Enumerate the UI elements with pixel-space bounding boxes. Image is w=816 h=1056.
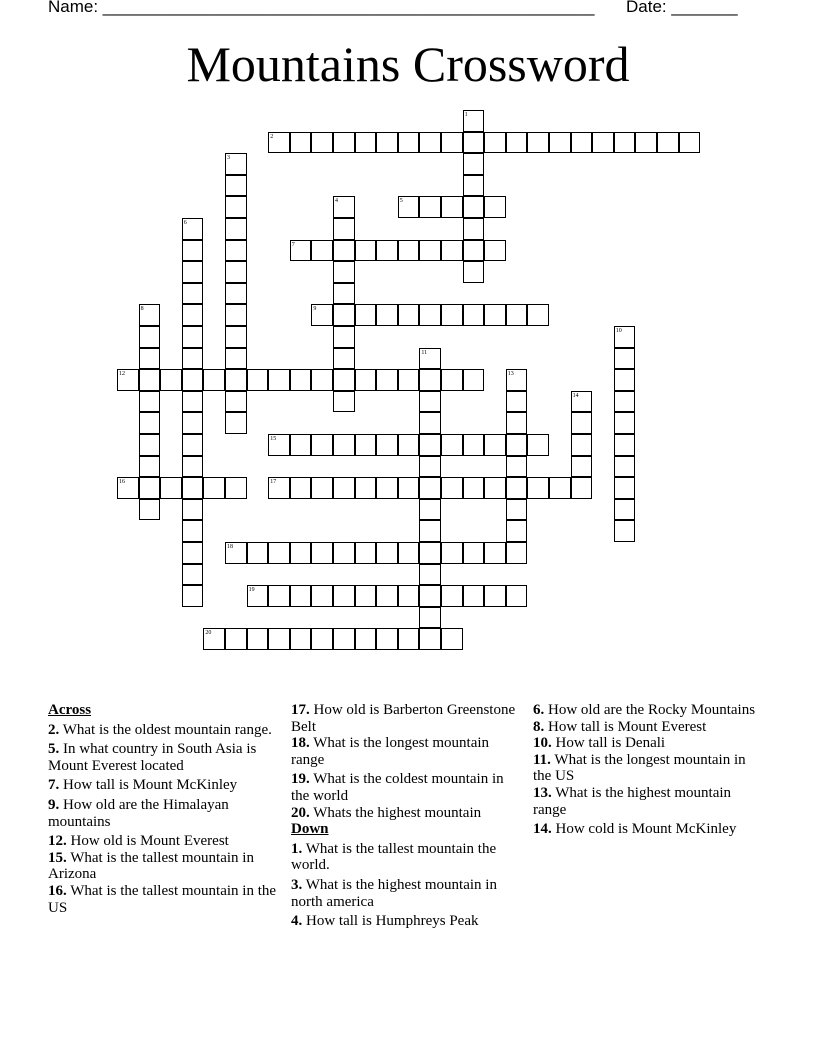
grid-cell[interactable] [506, 585, 528, 607]
grid-cell[interactable] [484, 196, 506, 218]
grid-cell[interactable] [398, 132, 420, 154]
grid-cell[interactable] [441, 132, 463, 154]
grid-cell[interactable] [247, 585, 269, 607]
grid-cell[interactable] [484, 240, 506, 262]
grid-cell[interactable] [225, 628, 247, 650]
grid-cell[interactable] [398, 585, 420, 607]
grid-cell[interactable] [160, 369, 182, 391]
grid-cell[interactable] [139, 369, 161, 391]
grid-cell[interactable] [290, 434, 312, 456]
grid-cell[interactable] [441, 434, 463, 456]
grid-cell[interactable] [182, 369, 204, 391]
grid-cell[interactable] [203, 477, 225, 499]
clue-number-1: 1 [464, 112, 468, 118]
grid-cell[interactable] [419, 196, 441, 218]
grid-cell[interactable] [441, 477, 463, 499]
grid-cell[interactable] [398, 542, 420, 564]
grid-cell[interactable] [571, 391, 593, 413]
grid-cell[interactable] [182, 283, 204, 305]
grid-cell[interactable] [225, 283, 247, 305]
grid-cell[interactable] [268, 434, 290, 456]
clue-number-13: 13 [507, 371, 514, 378]
clue-number-20: 20 [205, 630, 212, 637]
grid-cell[interactable] [355, 304, 377, 326]
grid-cell[interactable] [225, 391, 247, 413]
grid-cell[interactable] [419, 456, 441, 478]
grid-cell[interactable] [333, 348, 355, 370]
grid-cell[interactable] [441, 369, 463, 391]
grid-cell[interactable] [419, 240, 441, 262]
grid-cell[interactable] [398, 434, 420, 456]
grid-cell[interactable] [139, 326, 161, 348]
grid-cell[interactable] [139, 456, 161, 478]
grid-cell[interactable] [311, 542, 333, 564]
clues-column-3 [533, 702, 765, 841]
grid-cell[interactable] [182, 477, 204, 499]
date-field[interactable]: Date: _______ [626, 0, 738, 16]
grid-cell[interactable] [571, 434, 593, 456]
clue-number-18: 18 [227, 544, 233, 550]
grid-cell[interactable] [333, 304, 355, 326]
grid-cell[interactable] [182, 542, 204, 564]
grid-cell[interactable] [139, 412, 161, 434]
grid-cell[interactable] [268, 542, 290, 564]
grid-cell[interactable] [182, 391, 204, 413]
grid-cell[interactable] [419, 391, 441, 413]
grid-cell[interactable] [506, 369, 528, 391]
grid-cell[interactable] [182, 434, 204, 456]
grid-cell[interactable] [290, 132, 312, 154]
grid-cell[interactable] [484, 542, 506, 564]
grid-cell[interactable] [463, 477, 485, 499]
grid-cell[interactable] [549, 477, 571, 499]
grid-cell[interactable] [376, 240, 398, 262]
grid-cell[interactable] [311, 132, 333, 154]
grid-cell[interactable] [117, 477, 139, 499]
grid-cell[interactable] [333, 369, 355, 391]
grid-cell[interactable] [484, 132, 506, 154]
clue-down-3: 3. What is the highest mountain in north america [291, 876, 497, 910]
grid-cell[interactable] [333, 240, 355, 262]
grid-cell[interactable] [376, 585, 398, 607]
grid-cell[interactable] [333, 132, 355, 154]
clue-across-18: 18. What is the longest mountain range [291, 735, 490, 768]
grid-cell[interactable] [657, 132, 679, 154]
grid-cell[interactable] [333, 283, 355, 305]
grid-cell[interactable] [225, 542, 247, 564]
grid-cell[interactable] [614, 132, 636, 154]
grid-cell[interactable] [441, 542, 463, 564]
clue-across-5: 5. In what country in South Asia is Mount Everest located [48, 741, 257, 774]
grid-cell[interactable] [441, 196, 463, 218]
grid-cell[interactable] [182, 412, 204, 434]
grid-cell[interactable] [506, 520, 528, 542]
grid-cell[interactable] [225, 153, 247, 175]
grid-cell[interactable] [376, 369, 398, 391]
grid-cell[interactable] [311, 477, 333, 499]
down-heading: Down [291, 821, 329, 838]
grid-cell[interactable] [484, 304, 506, 326]
grid-cell[interactable] [527, 434, 549, 456]
grid-cell[interactable] [614, 348, 636, 370]
grid-cell[interactable] [311, 585, 333, 607]
grid-cell[interactable] [614, 477, 636, 499]
grid-cell[interactable] [290, 369, 312, 391]
grid-cell[interactable] [419, 132, 441, 154]
grid-cell[interactable] [225, 326, 247, 348]
grid-cell[interactable] [419, 607, 441, 629]
grid-cell[interactable] [506, 132, 528, 154]
grid-cell[interactable] [247, 369, 269, 391]
grid-cell[interactable] [506, 304, 528, 326]
grid-cell[interactable] [376, 477, 398, 499]
clue-down-10: 10. How tall is Denali [533, 735, 666, 752]
grid-cell[interactable] [614, 456, 636, 478]
across-heading: Across [48, 702, 92, 718]
grid-cell[interactable] [182, 326, 204, 348]
grid-cell[interactable] [247, 542, 269, 564]
grid-cell[interactable] [463, 175, 485, 197]
clue-number-7: 7 [291, 241, 295, 248]
grid-cell[interactable] [419, 628, 441, 650]
grid-cell[interactable] [355, 477, 377, 499]
grid-cell[interactable] [268, 585, 290, 607]
grid-cell[interactable] [419, 477, 441, 499]
grid-cell[interactable] [376, 132, 398, 154]
grid-cell[interactable] [355, 132, 377, 154]
grid-cell[interactable] [571, 456, 593, 478]
grid-cell[interactable] [527, 132, 549, 154]
clue-down-8: 8. How tall is Mount Everest [533, 718, 707, 735]
grid-cell[interactable] [506, 477, 528, 499]
grid-cell[interactable] [139, 499, 161, 521]
grid-cell[interactable] [463, 218, 485, 240]
grid-cell[interactable] [398, 477, 420, 499]
grid-cell[interactable] [333, 326, 355, 348]
grid-cell[interactable] [419, 434, 441, 456]
grid-cell[interactable] [203, 628, 225, 650]
grid-cell[interactable] [614, 326, 636, 348]
clue-across-19: 19. What is the coldest mountain in the world [291, 771, 504, 804]
grid-cell[interactable] [398, 369, 420, 391]
clue-down-6: 6. How old are the Rocky Mountains [533, 702, 756, 718]
grid-cell[interactable] [182, 348, 204, 370]
grid-cell[interactable] [355, 369, 377, 391]
grid-cell[interactable] [290, 542, 312, 564]
grid-cell[interactable] [182, 304, 204, 326]
grid-cell[interactable] [398, 628, 420, 650]
grid-cell[interactable] [355, 542, 377, 564]
grid-cell[interactable] [203, 369, 225, 391]
clue-number-16: 16 [119, 479, 125, 486]
grid-cell[interactable] [441, 585, 463, 607]
grid-cell[interactable] [290, 240, 312, 262]
grid-cell[interactable] [527, 304, 549, 326]
grid-cell[interactable] [333, 218, 355, 240]
grid-cell[interactable] [419, 585, 441, 607]
clue-number-3: 3 [227, 155, 230, 162]
grid-cell[interactable] [376, 628, 398, 650]
grid-cell[interactable] [182, 520, 204, 542]
grid-cell[interactable] [527, 477, 549, 499]
clue-down-14: 14. How cold is Mount McKinley [533, 821, 737, 838]
grid-cell[interactable] [139, 391, 161, 413]
grid-cell[interactable] [139, 477, 161, 499]
grid-cell[interactable] [117, 369, 139, 391]
grid-cell[interactable] [419, 304, 441, 326]
clue-across-15: 15. What is the tallest mountain in Arizona [48, 849, 254, 883]
grid-cell[interactable] [333, 434, 355, 456]
grid-cell[interactable] [463, 153, 485, 175]
grid-cell[interactable] [419, 499, 441, 521]
grid-cell[interactable] [333, 542, 355, 564]
grid-cell[interactable] [333, 477, 355, 499]
grid-cell[interactable] [463, 132, 485, 154]
grid-cell[interactable] [290, 628, 312, 650]
grid-cell[interactable] [247, 628, 269, 650]
grid-cell[interactable] [398, 240, 420, 262]
clue-across-17: 17. How old is Barberton Greenstone Belt [291, 702, 516, 735]
clue-down-4: 4. How tall is Humphreys Peak [291, 913, 479, 930]
grid-cell[interactable] [571, 412, 593, 434]
grid-cell[interactable] [419, 369, 441, 391]
grid-cell[interactable] [225, 304, 247, 326]
grid-cell[interactable] [139, 348, 161, 370]
grid-cell[interactable] [225, 196, 247, 218]
grid-cell[interactable] [139, 434, 161, 456]
grid-cell[interactable] [268, 132, 290, 154]
grid-cell[interactable] [571, 477, 593, 499]
grid-cell[interactable] [592, 132, 614, 154]
clue-number-12: 12 [119, 371, 125, 378]
grid-cell[interactable] [376, 434, 398, 456]
grid-cell[interactable] [463, 369, 485, 391]
clue-down-11: 11. What is the longest mountain in the US [533, 751, 746, 785]
clue-across-9: 9. How old are the Himalayan mountains [48, 796, 229, 830]
clue-number-8: 8 [140, 306, 144, 313]
grid-cell[interactable] [376, 542, 398, 564]
grid-cell[interactable] [484, 585, 506, 607]
clue-number-4: 4 [335, 198, 338, 205]
grid-cell[interactable] [614, 520, 636, 542]
clue-number-9: 9 [313, 306, 317, 313]
grid-cell[interactable] [441, 628, 463, 650]
grid-cell[interactable] [419, 412, 441, 434]
grid-cell[interactable] [463, 434, 485, 456]
grid-cell[interactable] [506, 434, 528, 456]
grid-cell[interactable] [614, 391, 636, 413]
grid-cell[interactable] [419, 542, 441, 564]
grid-cell[interactable] [225, 348, 247, 370]
grid-cell[interactable] [311, 434, 333, 456]
grid-cell[interactable] [355, 585, 377, 607]
grid-cell[interactable] [268, 477, 290, 499]
grid-cell[interactable] [311, 240, 333, 262]
grid-cell[interactable] [463, 261, 485, 283]
grid-cell[interactable] [484, 477, 506, 499]
clue-across-7: 7. How tall is Mount McKinley [48, 777, 238, 794]
grid-cell[interactable] [225, 369, 247, 391]
grid-cell[interactable] [463, 304, 485, 326]
grid-cell[interactable] [225, 218, 247, 240]
grid-cell[interactable] [398, 304, 420, 326]
grid-cell[interactable] [506, 499, 528, 521]
clue-number-10: 10 [615, 328, 622, 334]
grid-cell[interactable] [614, 499, 636, 521]
clues-column-2 [291, 702, 523, 933]
grid-cell[interactable] [268, 628, 290, 650]
clue-number-6: 6 [183, 220, 187, 226]
grid-cell[interactable] [355, 628, 377, 650]
clue-number-2: 2 [270, 133, 274, 140]
grid-cell[interactable] [463, 585, 485, 607]
grid-cell[interactable] [419, 564, 441, 586]
grid-cell[interactable] [614, 434, 636, 456]
clue-down-1: 1. What is the tallest mountain the world. [291, 840, 497, 874]
grid-cell[interactable] [139, 304, 161, 326]
grid-cell[interactable] [463, 110, 485, 132]
grid-cell[interactable] [182, 499, 204, 521]
grid-cell[interactable] [311, 304, 333, 326]
clues-column-1 [48, 702, 280, 919]
grid-cell[interactable] [182, 456, 204, 478]
name-field[interactable]: Name: ____________________________________________________ [48, 0, 595, 16]
grid-cell[interactable] [355, 240, 377, 262]
grid-cell[interactable] [419, 520, 441, 542]
grid-cell[interactable] [268, 369, 290, 391]
grid-cell[interactable] [225, 175, 247, 197]
grid-cell[interactable] [506, 456, 528, 478]
puzzle-title: Mountains Crossword [186, 36, 630, 92]
grid-cell[interactable] [441, 304, 463, 326]
grid-cell[interactable] [506, 412, 528, 434]
grid-cell[interactable] [333, 196, 355, 218]
grid-cell[interactable] [182, 585, 204, 607]
clue-number-14: 14 [572, 392, 579, 399]
grid-cell[interactable] [549, 132, 571, 154]
clue-across-20: 20. Whats the highest mountain [291, 804, 482, 821]
grid-cell[interactable] [311, 628, 333, 650]
grid-cell[interactable] [679, 132, 701, 154]
grid-cell[interactable] [635, 132, 657, 154]
grid-cell[interactable] [441, 240, 463, 262]
grid-cell[interactable] [484, 434, 506, 456]
clue-across-16: 16. What is the tallest mountain in the US [48, 882, 277, 916]
grid-cell[interactable] [160, 477, 182, 499]
grid-cell[interactable] [506, 542, 528, 564]
clue-down-13: 13. What is the highest mountain range [533, 784, 732, 818]
grid-cell[interactable] [376, 304, 398, 326]
grid-cell[interactable] [225, 261, 247, 283]
grid-cell[interactable] [311, 369, 333, 391]
grid-cell[interactable] [225, 240, 247, 262]
grid-cell[interactable] [333, 628, 355, 650]
grid-cell[interactable] [463, 240, 485, 262]
grid-cell[interactable] [182, 261, 204, 283]
clue-across-2: 2. What is the oldest mountain range. [48, 721, 272, 738]
grid-cell[interactable] [182, 240, 204, 262]
clue-across-12: 12. How old is Mount Everest [48, 833, 229, 850]
grid-cell[interactable] [290, 585, 312, 607]
grid-cell[interactable] [290, 477, 312, 499]
grid-cell[interactable] [614, 412, 636, 434]
grid-cell[interactable] [182, 218, 204, 240]
grid-cell[interactable] [419, 348, 441, 370]
grid-cell[interactable] [333, 391, 355, 413]
grid-cell[interactable] [225, 477, 247, 499]
grid-cell[interactable] [355, 434, 377, 456]
grid-cell[interactable] [571, 132, 593, 154]
grid-cell[interactable] [614, 369, 636, 391]
clue-number-15: 15 [270, 436, 277, 442]
clue-number-5: 5 [399, 198, 403, 205]
grid-cell[interactable] [182, 564, 204, 586]
clue-number-19: 19 [248, 587, 255, 594]
grid-cell[interactable] [333, 585, 355, 607]
grid-cell[interactable] [225, 412, 247, 434]
grid-cell[interactable] [506, 391, 528, 413]
grid-cell[interactable] [463, 196, 485, 218]
grid-cell[interactable] [333, 261, 355, 283]
grid-cell[interactable] [463, 542, 485, 564]
grid-cell[interactable] [398, 196, 420, 218]
clue-number-11: 11 [421, 349, 428, 356]
clue-number-17: 17 [270, 479, 277, 486]
